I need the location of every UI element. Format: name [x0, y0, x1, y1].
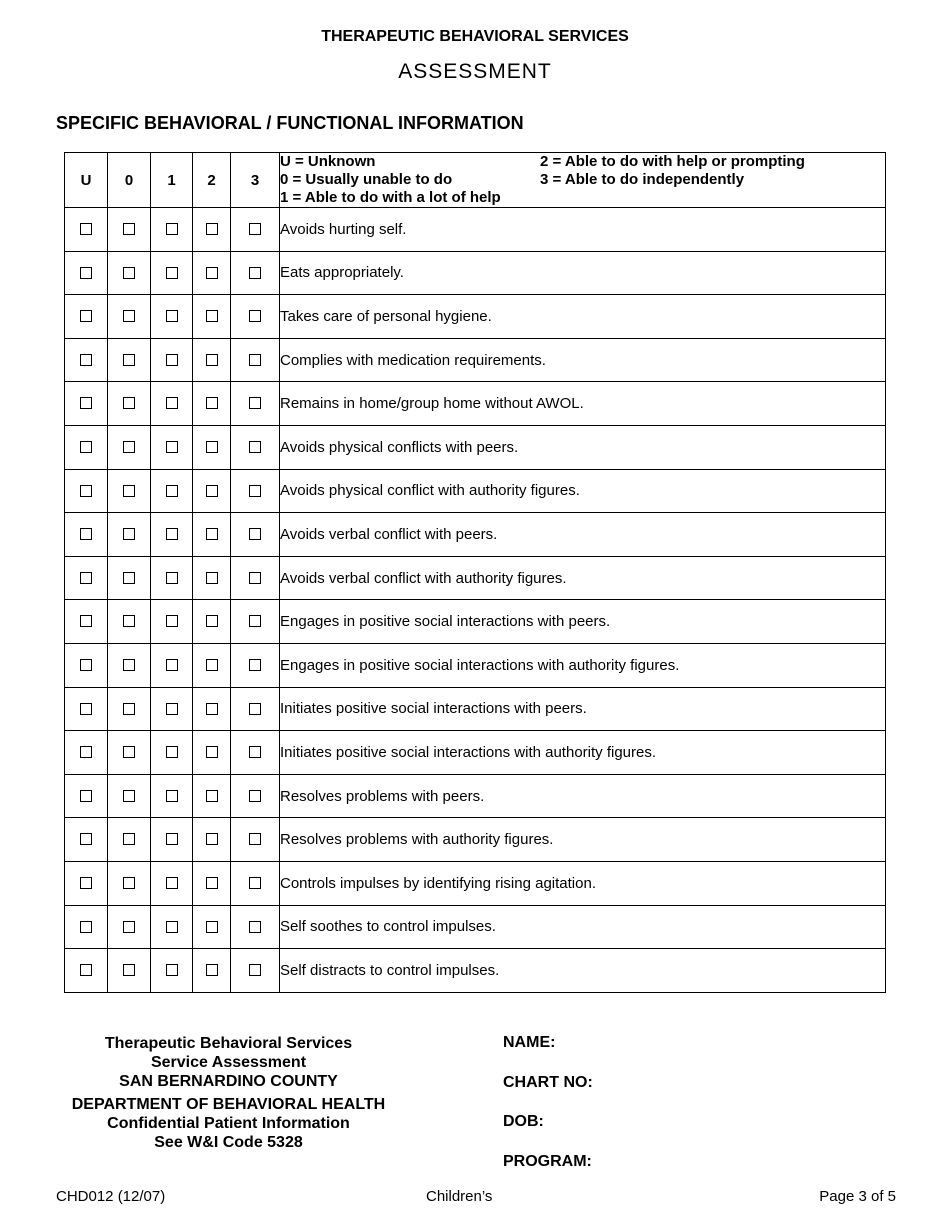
checkbox-cell — [108, 905, 151, 949]
checkbox-cell — [151, 513, 193, 557]
checkbox-cell — [108, 208, 151, 252]
checkbox-cell — [108, 643, 151, 687]
table-row — [65, 643, 886, 687]
score-2-checkbox[interactable] — [206, 354, 218, 366]
score-2-checkbox[interactable] — [206, 310, 218, 322]
score-1-checkbox[interactable] — [166, 354, 178, 366]
score-u-checkbox[interactable] — [80, 964, 92, 976]
checkbox-cell — [193, 643, 231, 687]
behavior-label: Self soothes to control impulses. — [280, 905, 886, 949]
checkbox-cell — [151, 338, 193, 382]
behavior-label: Avoids physical conflict with authority figures. — [280, 469, 886, 513]
score-2-checkbox[interactable] — [206, 964, 218, 976]
program-type: Children’s — [426, 1188, 493, 1205]
checkbox-cell — [231, 251, 280, 295]
score-2-checkbox[interactable] — [206, 223, 218, 235]
score-u-checkbox[interactable] — [80, 703, 92, 715]
checkbox-cell — [231, 513, 280, 557]
legend-two: 2 = Able to do with help or prompting — [540, 153, 805, 170]
score-1-checkbox[interactable] — [166, 397, 178, 409]
checkbox-cell — [151, 731, 193, 775]
assessment-table — [64, 152, 886, 993]
behavior-label: Initiates positive social interactions with authority figures. — [280, 731, 886, 775]
rating-legend — [280, 153, 886, 208]
score-3-checkbox[interactable] — [249, 223, 261, 235]
program-field-label: PROGRAM: — [503, 1152, 592, 1170]
score-0-checkbox[interactable] — [123, 964, 135, 976]
table-row — [65, 338, 886, 382]
checkbox-cell — [108, 600, 151, 644]
checkbox-cell — [193, 949, 231, 993]
table-row — [65, 861, 886, 905]
checkbox-cell — [193, 251, 231, 295]
score-3-checkbox[interactable] — [249, 485, 261, 497]
column-header-2: 2 — [193, 153, 231, 208]
patient-info-block — [503, 1034, 593, 1192]
behavior-label: Avoids hurting self. — [280, 208, 886, 252]
checkbox-cell — [193, 818, 231, 862]
score-2-checkbox[interactable] — [206, 615, 218, 627]
score-u-checkbox[interactable] — [80, 397, 92, 409]
behavior-label: Resolves problems with authority figures. — [280, 818, 886, 862]
checkbox-cell — [151, 556, 193, 600]
score-3-checkbox[interactable] — [249, 354, 261, 366]
score-3-checkbox[interactable] — [249, 833, 261, 845]
checkbox-cell — [151, 600, 193, 644]
score-0-checkbox[interactable] — [123, 833, 135, 845]
checkbox-cell — [65, 643, 108, 687]
behavior-label: Engages in positive social interactions with peers. — [280, 600, 886, 644]
checkbox-cell — [108, 818, 151, 862]
checkbox-cell — [108, 251, 151, 295]
checkbox-cell — [65, 556, 108, 600]
checkbox-cell — [193, 731, 231, 775]
score-0-checkbox[interactable] — [123, 223, 135, 235]
score-2-checkbox[interactable] — [206, 528, 218, 540]
checkbox-cell — [151, 818, 193, 862]
checkbox-cell — [231, 643, 280, 687]
score-1-checkbox[interactable] — [166, 877, 178, 889]
checkbox-cell — [193, 905, 231, 949]
score-0-checkbox[interactable] — [123, 572, 135, 584]
score-3-checkbox[interactable] — [249, 921, 261, 933]
checkbox-cell — [151, 251, 193, 295]
checkbox-cell — [151, 208, 193, 252]
score-0-checkbox[interactable] — [123, 485, 135, 497]
table-row — [65, 208, 886, 252]
form-title: THERAPEUTIC BEHAVIORAL SERVICES — [321, 28, 629, 45]
score-1-checkbox[interactable] — [166, 267, 178, 279]
checkbox-cell — [65, 295, 108, 339]
score-3-checkbox[interactable] — [249, 964, 261, 976]
table-row — [65, 556, 886, 600]
organization-block — [56, 1034, 401, 1152]
score-u-checkbox[interactable] — [80, 615, 92, 627]
score-0-checkbox[interactable] — [123, 397, 135, 409]
form-subtitle: ASSESSMENT — [398, 60, 552, 83]
checkbox-cell — [231, 774, 280, 818]
checkbox-cell — [151, 861, 193, 905]
score-u-checkbox[interactable] — [80, 790, 92, 802]
score-0-checkbox[interactable] — [123, 615, 135, 627]
checkbox-cell — [65, 208, 108, 252]
score-0-checkbox[interactable] — [123, 790, 135, 802]
form-code: CHD012 (12/07) — [56, 1188, 166, 1205]
checkbox-cell — [231, 731, 280, 775]
checkbox-cell — [231, 208, 280, 252]
score-u-checkbox[interactable] — [80, 877, 92, 889]
checkbox-cell — [108, 295, 151, 339]
score-1-checkbox[interactable] — [166, 746, 178, 758]
checkbox-cell — [108, 469, 151, 513]
checkbox-cell — [193, 208, 231, 252]
checkbox-cell — [65, 949, 108, 993]
checkbox-cell — [193, 687, 231, 731]
score-1-checkbox[interactable] — [166, 310, 178, 322]
score-0-checkbox[interactable] — [123, 354, 135, 366]
chart-no-field-label: CHART NO: — [503, 1073, 593, 1091]
score-1-checkbox[interactable] — [166, 615, 178, 627]
score-0-checkbox[interactable] — [123, 659, 135, 671]
checkbox-cell — [151, 382, 193, 426]
checkbox-cell — [151, 469, 193, 513]
table-header-row — [65, 153, 886, 208]
score-u-checkbox[interactable] — [80, 746, 92, 758]
checkbox-cell — [231, 425, 280, 469]
score-2-checkbox[interactable] — [206, 441, 218, 453]
org-line: SAN BERNARDINO COUNTY — [119, 1073, 338, 1090]
table-row — [65, 949, 886, 993]
checkbox-cell — [151, 643, 193, 687]
org-line: See W&I Code 5328 — [154, 1134, 303, 1151]
score-2-checkbox[interactable] — [206, 877, 218, 889]
checkbox-cell — [231, 600, 280, 644]
checkbox-cell — [193, 469, 231, 513]
table-row — [65, 251, 886, 295]
score-2-checkbox[interactable] — [206, 921, 218, 933]
score-1-checkbox[interactable] — [166, 790, 178, 802]
behavior-label: Eats appropriately. — [280, 251, 886, 295]
score-0-checkbox[interactable] — [123, 310, 135, 322]
column-header-3: 3 — [231, 153, 280, 208]
score-1-checkbox[interactable] — [166, 659, 178, 671]
checkbox-cell — [108, 949, 151, 993]
behavior-label: Engages in positive social interactions with authority figures. — [280, 643, 886, 687]
score-3-checkbox[interactable] — [249, 267, 261, 279]
score-0-checkbox[interactable] — [123, 746, 135, 758]
score-2-checkbox[interactable] — [206, 703, 218, 715]
score-1-checkbox[interactable] — [166, 703, 178, 715]
score-0-checkbox[interactable] — [123, 877, 135, 889]
checkbox-cell — [65, 425, 108, 469]
score-3-checkbox[interactable] — [249, 877, 261, 889]
checkbox-cell — [65, 818, 108, 862]
checkbox-cell — [193, 425, 231, 469]
checkbox-cell — [151, 295, 193, 339]
checkbox-cell — [231, 556, 280, 600]
behavior-label: Complies with medication requirements. — [280, 338, 886, 382]
checkbox-cell — [151, 425, 193, 469]
checkbox-cell — [231, 338, 280, 382]
checkbox-cell — [108, 338, 151, 382]
score-3-checkbox[interactable] — [249, 615, 261, 627]
checkbox-cell — [193, 382, 231, 426]
score-3-checkbox[interactable] — [249, 572, 261, 584]
dob-field-label: DOB: — [503, 1113, 544, 1130]
checkbox-cell — [108, 687, 151, 731]
behavior-label: Initiates positive social interactions with peers. — [280, 687, 886, 731]
table-row — [65, 774, 886, 818]
checkbox-cell — [151, 949, 193, 993]
checkbox-cell — [65, 687, 108, 731]
checkbox-cell — [108, 513, 151, 557]
score-1-checkbox[interactable] — [166, 833, 178, 845]
score-2-checkbox[interactable] — [206, 746, 218, 758]
score-u-checkbox[interactable] — [80, 310, 92, 322]
table-row — [65, 687, 886, 731]
score-2-checkbox[interactable] — [206, 485, 218, 497]
checkbox-cell — [65, 338, 108, 382]
checkbox-cell — [193, 295, 231, 339]
score-3-checkbox[interactable] — [249, 746, 261, 758]
behavior-label: Avoids physical conflicts with peers. — [280, 425, 886, 469]
behavior-label: Remains in home/group home without AWOL. — [280, 382, 886, 426]
page-number: Page 3 of 5 — [819, 1188, 896, 1205]
score-u-checkbox[interactable] — [80, 659, 92, 671]
score-1-checkbox[interactable] — [166, 964, 178, 976]
score-1-checkbox[interactable] — [166, 572, 178, 584]
checkbox-cell — [108, 861, 151, 905]
legend-three: 3 = Able to do independently — [540, 171, 745, 188]
checkbox-cell — [193, 861, 231, 905]
legend-unknown: U = Unknown — [280, 153, 376, 170]
score-3-checkbox[interactable] — [249, 790, 261, 802]
checkbox-cell — [231, 905, 280, 949]
org-line: Service Assessment — [150, 1054, 307, 1071]
score-3-checkbox[interactable] — [249, 441, 261, 453]
checkbox-cell — [151, 687, 193, 731]
checkbox-cell — [108, 731, 151, 775]
checkbox-cell — [108, 425, 151, 469]
score-3-checkbox[interactable] — [249, 397, 261, 409]
score-u-checkbox[interactable] — [80, 441, 92, 453]
score-u-checkbox[interactable] — [80, 572, 92, 584]
score-0-checkbox[interactable] — [123, 921, 135, 933]
table-row — [65, 818, 886, 862]
checkbox-cell — [193, 774, 231, 818]
checkbox-cell — [65, 251, 108, 295]
score-3-checkbox[interactable] — [249, 310, 261, 322]
checkbox-cell — [151, 774, 193, 818]
score-1-checkbox[interactable] — [166, 921, 178, 933]
behavior-label: Controls impulses by identifying rising agitation. — [280, 861, 886, 905]
score-u-checkbox[interactable] — [80, 223, 92, 235]
table-row — [65, 295, 886, 339]
legend-zero: 0 = Usually unable to do — [280, 171, 453, 188]
score-1-checkbox[interactable] — [166, 485, 178, 497]
checkbox-cell — [65, 600, 108, 644]
column-header-u: U — [65, 153, 108, 208]
checkbox-cell — [151, 905, 193, 949]
checkbox-cell — [193, 513, 231, 557]
checkbox-cell — [231, 818, 280, 862]
score-2-checkbox[interactable] — [206, 267, 218, 279]
org-line: Therapeutic Behavioral Services — [104, 1035, 353, 1052]
score-3-checkbox[interactable] — [249, 703, 261, 715]
table-row — [65, 731, 886, 775]
table-row — [65, 425, 886, 469]
checkbox-cell — [193, 600, 231, 644]
checkbox-cell — [231, 295, 280, 339]
score-u-checkbox[interactable] — [80, 485, 92, 497]
behavior-label: Avoids verbal conflict with authority figures. — [280, 556, 886, 600]
org-line: DEPARTMENT OF BEHAVIORAL HEALTH — [71, 1096, 386, 1113]
score-3-checkbox[interactable] — [249, 528, 261, 540]
table-row — [65, 469, 886, 513]
score-2-checkbox[interactable] — [206, 572, 218, 584]
score-2-checkbox[interactable] — [206, 397, 218, 409]
table-row — [65, 513, 886, 557]
score-2-checkbox[interactable] — [206, 790, 218, 802]
checkbox-cell — [65, 774, 108, 818]
checkbox-cell — [65, 513, 108, 557]
checkbox-cell — [108, 382, 151, 426]
checkbox-cell — [65, 905, 108, 949]
score-1-checkbox[interactable] — [166, 441, 178, 453]
behavior-label: Takes care of personal hygiene. — [280, 295, 886, 339]
checkbox-cell — [65, 861, 108, 905]
checkbox-cell — [65, 731, 108, 775]
checkbox-cell — [65, 382, 108, 426]
score-0-checkbox[interactable] — [123, 267, 135, 279]
table-row — [65, 382, 886, 426]
name-field-label: NAME: — [503, 1034, 556, 1051]
checkbox-cell — [231, 687, 280, 731]
score-1-checkbox[interactable] — [166, 528, 178, 540]
score-u-checkbox[interactable] — [80, 354, 92, 366]
behavior-label: Resolves problems with peers. — [280, 774, 886, 818]
checkbox-cell — [231, 469, 280, 513]
table-row — [65, 905, 886, 949]
checkbox-cell — [231, 949, 280, 993]
score-u-checkbox[interactable] — [80, 833, 92, 845]
score-2-checkbox[interactable] — [206, 659, 218, 671]
score-0-checkbox[interactable] — [123, 528, 135, 540]
behavior-label: Self distracts to control impulses. — [280, 949, 886, 993]
checkbox-cell — [193, 556, 231, 600]
score-u-checkbox[interactable] — [80, 528, 92, 540]
legend-one: 1 = Able to do with a lot of help — [280, 189, 501, 206]
score-1-checkbox[interactable] — [166, 223, 178, 235]
checkbox-cell — [231, 382, 280, 426]
checkbox-cell — [193, 338, 231, 382]
org-line: Confidential Patient Information — [107, 1115, 350, 1132]
checkbox-cell — [65, 469, 108, 513]
column-header-1: 1 — [151, 153, 193, 208]
checkbox-cell — [108, 556, 151, 600]
score-u-checkbox[interactable] — [80, 921, 92, 933]
table-row — [65, 600, 886, 644]
score-2-checkbox[interactable] — [206, 833, 218, 845]
column-header-0: 0 — [108, 153, 151, 208]
score-0-checkbox[interactable] — [123, 441, 135, 453]
section-title: SPECIFIC BEHAVIORAL / FUNCTIONAL INFORMATION — [56, 113, 524, 133]
behavior-label: Avoids verbal conflict with peers. — [280, 513, 886, 557]
score-0-checkbox[interactable] — [123, 703, 135, 715]
checkbox-cell — [231, 861, 280, 905]
checkbox-cell — [108, 774, 151, 818]
score-3-checkbox[interactable] — [249, 659, 261, 671]
score-u-checkbox[interactable] — [80, 267, 92, 279]
